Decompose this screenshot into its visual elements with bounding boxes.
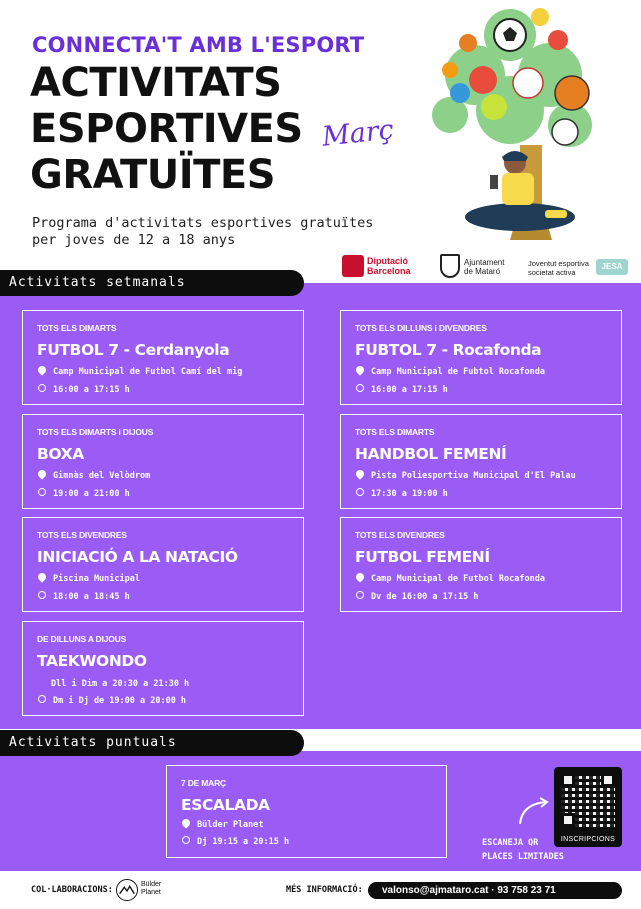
activity-place: Pista Poliesportiva Municipal d'El Palau [371, 470, 576, 481]
jesa-line-2: societat activa [528, 268, 576, 277]
location-pin-icon [180, 817, 191, 828]
location-pin-icon [354, 571, 365, 582]
qr-finder-icon [561, 773, 575, 787]
activity-card-futbol-cerdanyola [22, 310, 304, 405]
activity-time: Dj 19:15 a 20:15 h [197, 836, 290, 847]
activity-time: 18:00 a 18:45 h [53, 591, 130, 602]
bulder-planet-logo-text [141, 881, 161, 897]
activity-name: FUTBOL 7 - Cerdanyola [37, 341, 230, 359]
location-pin-icon [36, 468, 47, 479]
activity-name: TAEKWONDO [37, 652, 147, 670]
qr-label: INSCRIPCIONS [560, 836, 616, 843]
section-title-weekly: Activitats setmanals [0, 270, 304, 296]
subtitle-line-2: per joves de 12 a 18 anys [32, 232, 236, 248]
activity-schedule-tag: DE DILLUNS A DIJOUS [37, 634, 127, 644]
activity-place: Camp Municipal de Futbol Rocafonda [371, 573, 545, 584]
activity-time: 16:00 a 17:15 h [53, 384, 130, 395]
activity-card-natacio [22, 517, 304, 612]
section-title-oneoff: Activitats puntuals [0, 730, 304, 756]
kicker-heading: CONNECTA'T AMB L'ESPORT [32, 33, 365, 57]
jesa-logo-text [528, 259, 589, 277]
activity-schedule-tag: 7 DE MARÇ [181, 778, 226, 788]
bulder-line-2: Planet [141, 889, 161, 896]
activity-time-row [355, 488, 448, 499]
activity-schedule-tag: TOTS ELS DIVENDRES [37, 530, 127, 540]
activity-name: BOXA [37, 445, 84, 463]
activity-place-row [37, 366, 242, 377]
collaborations-label: COL·LABORACIONS: [31, 885, 113, 895]
location-pin-icon [354, 364, 365, 375]
activity-time-row [51, 679, 189, 689]
activity-card-futbol-rocafonda [340, 310, 622, 405]
activity-place-row [37, 573, 140, 584]
location-pin-icon [354, 468, 365, 479]
activity-time-row [355, 384, 448, 395]
activity-schedule-tag: TOTS ELS DIVENDRES [355, 530, 445, 540]
clock-icon [38, 591, 46, 599]
activity-time-row [37, 591, 130, 602]
activity-name: FUBTOL 7 - Rocafonda [355, 341, 542, 359]
activity-time-row [355, 591, 478, 602]
activity-time-2: Dm i Dj de 19:00 a 20:00 h [53, 695, 187, 706]
footer [0, 871, 641, 909]
activity-name: FUTBOL FEMENÍ [355, 548, 490, 566]
activity-place: Piscina Municipal [53, 573, 140, 584]
activity-name: ESCALADA [181, 796, 270, 814]
title-line-2: ESPORTIVES [30, 106, 303, 152]
clock-icon [182, 836, 190, 844]
diputacio-line-1: Diputació [367, 256, 409, 266]
activity-name: INICIACIÓ A LA NATACIÓ [37, 548, 238, 566]
activity-place: Gimnàs del Velòdrom [53, 470, 151, 481]
activity-place-row [355, 366, 545, 377]
qr-note-line-1: ESCANEJA QR [482, 838, 539, 848]
more-info-label: MÉS INFORMACIÓ: [286, 885, 363, 895]
activity-place: Camp Municipal de Fubtol Rocafonda [371, 366, 545, 377]
clock-icon [356, 488, 364, 496]
activity-time: 16:00 a 17:15 h [371, 384, 448, 395]
location-pin-icon [36, 571, 47, 582]
qr-finder-icon [601, 773, 615, 787]
activity-time-row [37, 384, 130, 395]
ajuntament-line-1: Ajuntament [464, 258, 505, 267]
ajuntament-logo-text [464, 258, 504, 276]
bulder-line-1: Bülder [141, 881, 162, 888]
activity-schedule-tag: TOTS ELS DILLUNS i DIVENDRES [355, 323, 487, 333]
main-title [30, 60, 303, 198]
title-line-3: GRATUÏTES [30, 152, 276, 198]
activity-card-handbol-femeni [340, 414, 622, 509]
ajuntament-line-2: de Mataró [464, 267, 501, 276]
activity-place-row [181, 819, 264, 830]
qr-note [482, 836, 564, 864]
bulder-planet-logo-icon [116, 879, 138, 901]
clock-icon [38, 488, 46, 496]
activity-time-row-2 [37, 695, 186, 706]
activity-place-row [37, 470, 150, 481]
activity-name: HANDBOL FEMENÍ [355, 445, 507, 463]
activity-time: Dll i Dim a 20:30 a 21:30 h [51, 679, 190, 689]
diputacio-logo-icon [342, 255, 364, 277]
activity-schedule-tag: TOTS ELS DIMARTS i DIJOUS [37, 427, 154, 437]
activity-time-row [37, 488, 130, 499]
activity-place-row [355, 470, 576, 481]
activity-time: 19:00 a 21:00 h [53, 488, 130, 499]
activity-card-futbol-femeni [340, 517, 622, 612]
clock-icon [356, 591, 364, 599]
title-line-1: ACTIVITATS [30, 60, 282, 106]
clock-icon [356, 384, 364, 392]
location-pin-icon [36, 364, 47, 375]
diputacio-logo-text [367, 256, 411, 276]
jesa-badge: JESA [596, 259, 628, 275]
qr-note-line-2: PLACES LIMITADES [482, 852, 564, 862]
subtitle-line-1: Programa d'activitats esportives gratuïtes [32, 215, 374, 231]
activity-card-escalada [166, 765, 447, 858]
activity-place-row [355, 573, 545, 584]
qr-finder-icon [561, 813, 575, 827]
clock-icon [38, 695, 46, 703]
partner-logos [340, 252, 630, 280]
activity-time: 17:30 a 19:00 h [371, 488, 448, 499]
jesa-line-1: Joventut esportiva [528, 259, 589, 268]
activity-schedule-tag: TOTS ELS DIMARTS [37, 323, 117, 333]
contact-pill[interactable]: valonso@ajmataro.cat · 93 758 23 71 [368, 882, 622, 899]
subtitle [32, 215, 373, 249]
month-label: Març [320, 114, 396, 153]
ajuntament-shield-icon [440, 254, 460, 278]
activity-time: Dv de 16:00 a 17:15 h [371, 591, 479, 602]
qr-code-block[interactable] [554, 767, 622, 847]
activity-card-taekwondo [22, 621, 304, 716]
activity-time-row [181, 836, 289, 847]
activity-card-boxa [22, 414, 304, 509]
clock-icon [38, 384, 46, 392]
activity-place: Bülder Planet [197, 819, 264, 830]
arrow-icon [516, 796, 552, 826]
qr-code-icon[interactable] [561, 773, 615, 827]
activity-schedule-tag: TOTS ELS DIMARTS [355, 427, 435, 437]
diputacio-line-2: Barcelona [367, 266, 411, 276]
sports-tree-illustration [420, 5, 600, 240]
activity-place: Camp Municipal de Futbol Camí del mig [53, 366, 243, 377]
